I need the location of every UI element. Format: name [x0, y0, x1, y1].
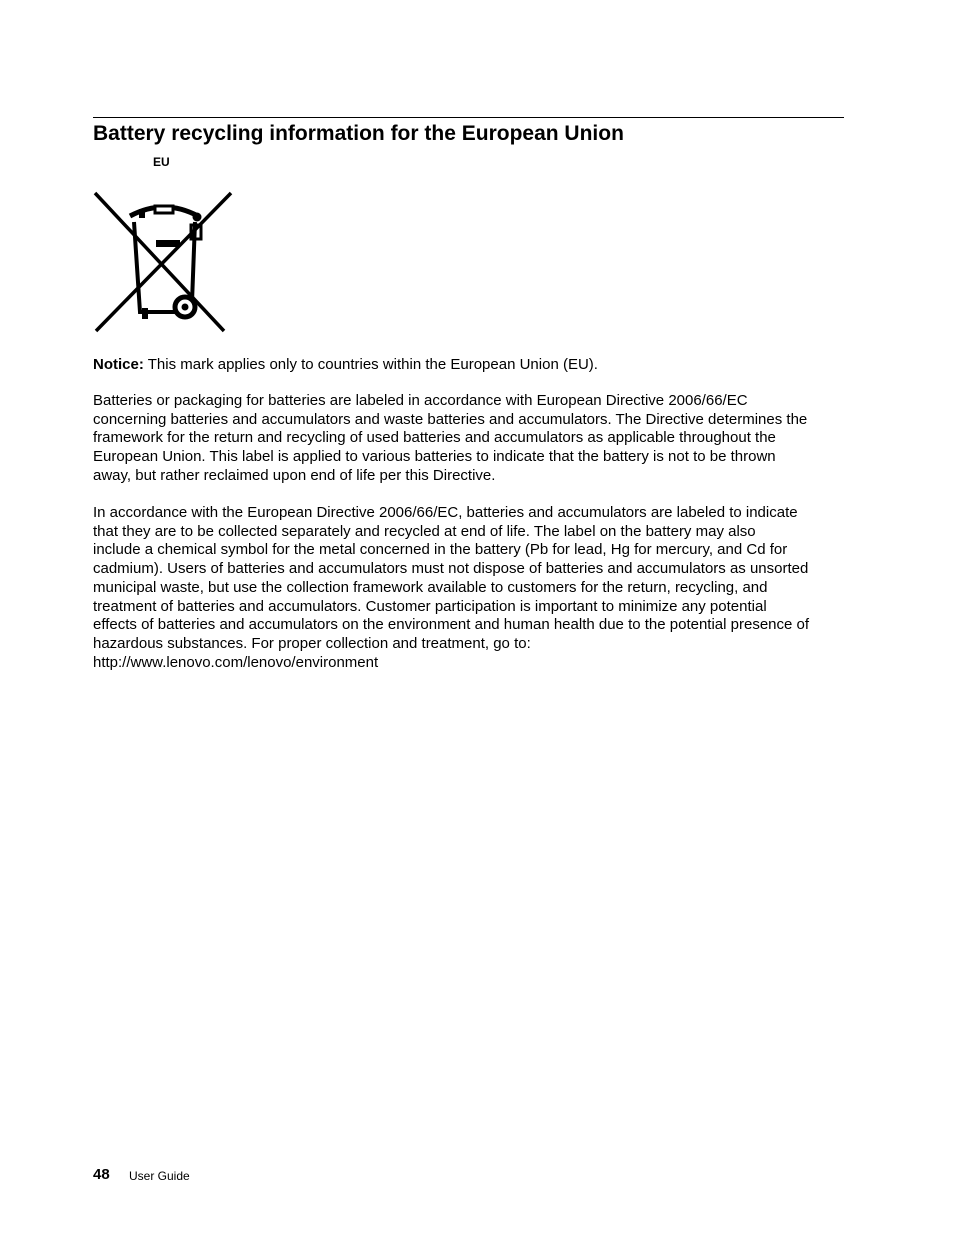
- paragraph-line: European Union. This label is applied to various batteries to indicate that the battery is not to be thrown: [93, 448, 776, 466]
- heading-rule: [93, 117, 844, 118]
- paragraph-line: municipal waste, but use the collection framework available to customers for the return, recycling, and: [93, 578, 768, 596]
- footer-title: User Guide: [129, 1169, 190, 1183]
- paragraph-line: away, but rather reclaimed upon end of life per this Directive.: [93, 466, 496, 484]
- paragraph-line: treatment of batteries and accumulators. Customer participation is important to minimize any potential: [93, 597, 767, 615]
- notice-label: Notice:: [93, 356, 144, 373]
- paragraph-line: In accordance with the European Directive 2006/66/EC, batteries and accumulators are labeled to indicate: [93, 504, 798, 521]
- eu-label: EU: [153, 155, 170, 169]
- paragraph-line: that they are to be collected separately and recycled at end of life. The label on the battery may also: [93, 522, 756, 540]
- paragraph-line: hazardous substances. For proper collection and treatment, go to:: [93, 634, 531, 652]
- notice: [93, 355, 853, 374]
- paragraph-directive: [93, 392, 807, 486]
- paragraph-line: Batteries or packaging for batteries are labeled in accordance with European Directive 2006/66/EC: [93, 392, 748, 409]
- page-number: 48: [93, 1166, 110, 1183]
- page-heading: Battery recycling information for the European Union: [93, 122, 624, 145]
- paragraph-collection: [93, 504, 809, 672]
- notice-text: This mark applies only to countries within the European Union (EU).: [143, 356, 598, 373]
- paragraph-line: concerning batteries and accumulators and waste batteries and accumulators. The Directive determines the: [93, 410, 808, 428]
- paragraph-line: framework for the return and recycling of used batteries and accumulators as applicable throughout the: [93, 429, 776, 447]
- paragraph-line: cadmium). Users of batteries and accumulators must not dispose of batteries and accumulators as unsorted: [93, 560, 809, 578]
- paragraph-line: effects of batteries and accumulators on the environment and human health due to the potential presence of: [93, 616, 810, 634]
- environment-link[interactable]: http://www.lenovo.com/lenovo/environment: [93, 653, 379, 671]
- crossed-out-wheeled-bin-icon: [92, 190, 234, 334]
- paragraph-line: include a chemical symbol for the metal concerned in the battery (Pb for lead, Hg for mercury, and Cd for: [93, 541, 788, 559]
